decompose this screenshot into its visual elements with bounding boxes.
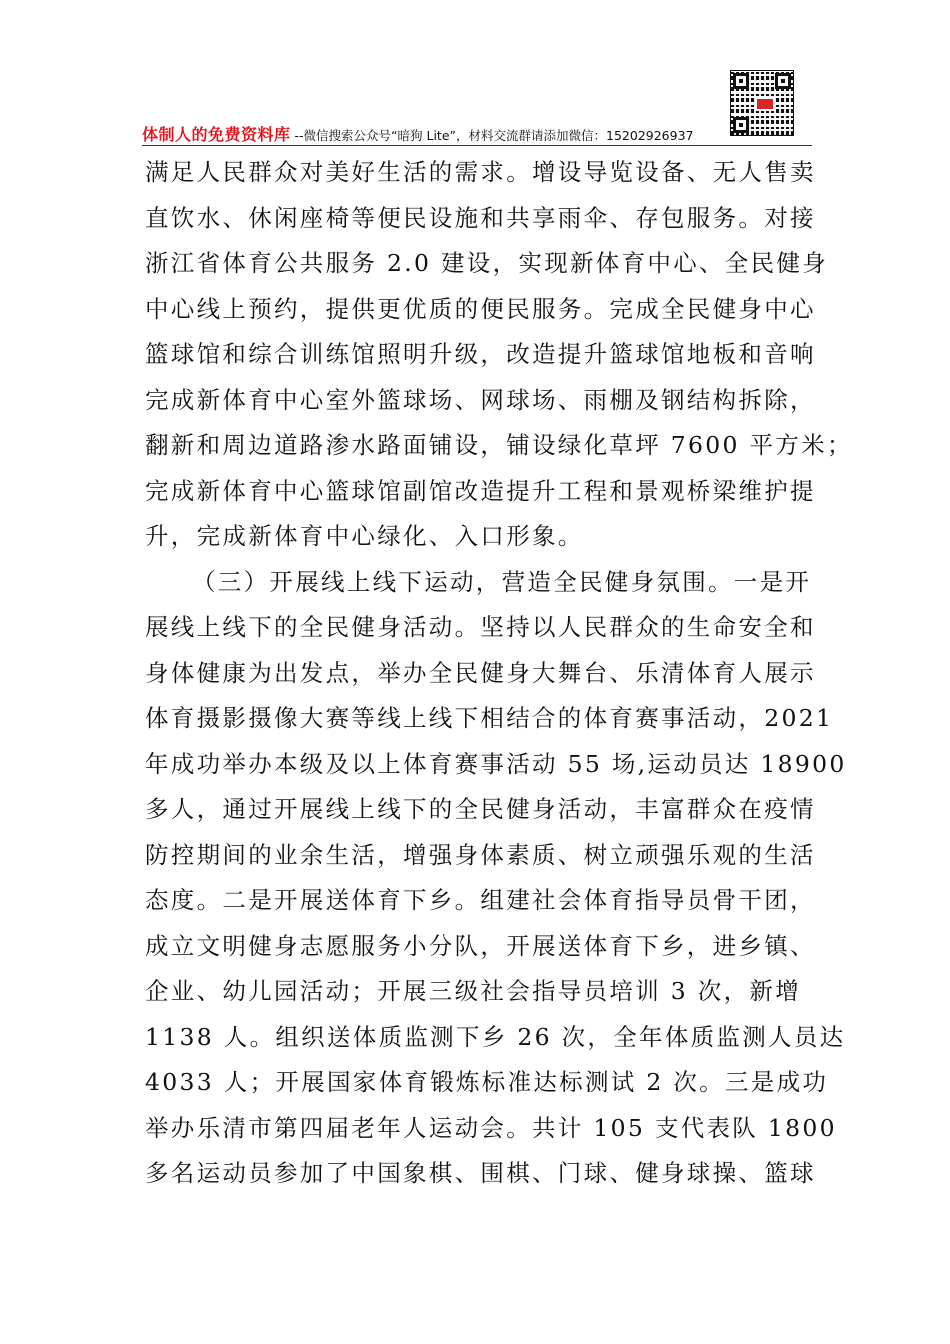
- qr-finder-mark: [775, 73, 791, 89]
- text-line: 举办乐清市第四届老年人运动会。共计 105 支代表队 1800: [145, 1113, 837, 1142]
- header-note: --微信搜索公众号“暗狗 Lite”，材料交流群请添加微信：15202926937: [294, 128, 694, 143]
- text-line: 中心线上预约，提供更优质的便民服务。完成全民健身中心: [145, 294, 816, 323]
- text-line: 浙江省体育公共服务 2.0 建设，实现新体育中心、全民健身: [145, 249, 829, 277]
- text-line: 升，完成新体育中心绿化、入口形象。: [145, 522, 584, 550]
- text-line: 体育摄影摄像大赛等线上线下相结合的体育赛事活动，2021: [145, 704, 834, 732]
- text-line: 完成新体育中心室外篮球场、网球场、雨棚及钢结构拆除，: [145, 385, 816, 414]
- brand-title: 体制人的免费资料库: [142, 125, 291, 144]
- text-line: 4033 人；开展国家体育锻炼标准达标测试 2 次。三是成功: [145, 1068, 829, 1096]
- page-header: [142, 68, 812, 146]
- section-heading-line: （三）开展线上线下运动，营造全民健身氛围。一是开: [192, 567, 812, 596]
- text-line: 1138 人。组织送体质监测下乡 26 次，全年体质监测人员达: [145, 1022, 846, 1051]
- text-line: 直饮水、休闲座椅等便民设施和共享雨伞、存包服务。对接: [145, 203, 816, 232]
- text-line: 态度。二是开展送体育下乡。组建社会体育指导员骨干团，: [145, 886, 816, 914]
- qr-finder-mark: [733, 73, 749, 89]
- text-line: 多名运动员参加了中国象棋、围棋、门球、健身球操、篮球: [145, 1159, 816, 1187]
- text-line: 完成新体育中心篮球馆副馆改造提升工程和景观桥梁维护提: [145, 476, 816, 505]
- document-body: [145, 150, 853, 1197]
- header-divider: [142, 145, 812, 146]
- text-line: 防控期间的业余生活，增强身体素质、树立顽强乐观的生活: [145, 840, 816, 869]
- text-line: 展线上线下的全民健身活动。坚持以人民群众的生命安全和: [145, 613, 816, 641]
- header-row: [142, 122, 742, 145]
- qr-logo: [755, 97, 775, 111]
- text-line: 多人，通过开展线上线下的全民健身活动，丰富群众在疫情: [145, 795, 816, 823]
- text-line: 企业、幼儿园活动；开展三级社会指导员培训 3 次，新增: [145, 977, 801, 1005]
- text-line: 篮球馆和综合训练馆照明升级，改造提升篮球馆地板和音响: [145, 340, 816, 368]
- text-line: 身体健康为出发点，举办全民健身大舞台、乐清体育人展示: [145, 658, 816, 687]
- text-line: 满足人民群众对美好生活的需求。增设导览设备、无人售卖: [145, 158, 816, 186]
- text-line: 翻新和周边道路渗水路面铺设，铺设绿化草坪 7600 平方米；: [145, 431, 853, 459]
- text-line: 成立文明健身志愿服务小分队，开展送体育下乡，进乡镇、: [145, 931, 816, 960]
- text-line: 年成功举办本级及以上体育赛事活动 55 场,运动员达 18900: [145, 749, 847, 778]
